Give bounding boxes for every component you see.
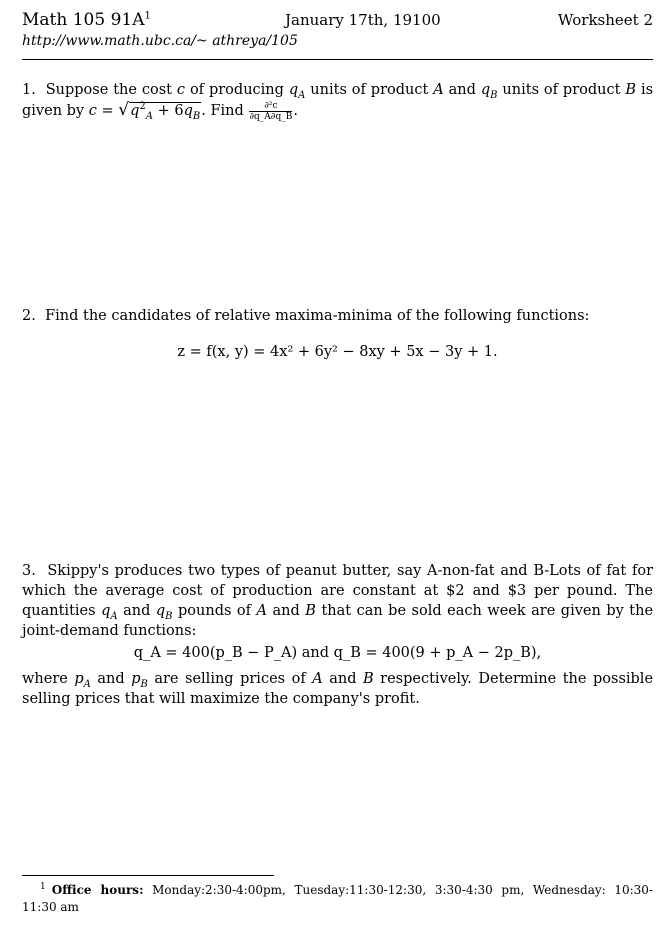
worksheet-number: Worksheet 2 [557,11,653,29]
worksheet-page [22,0,653,928]
header [22,10,653,32]
problem-3: 3. Skippy's produces two types of peanut butter, say A-non-fat and B-Lots of fat for which the average cost of production are constant at $2 and $3 per pound. The quantities $q_A$ and $q_B$ pounds of A and B that can be sold each week are given by the joint-demand functions: q_A = 400(p_B − P_A) and q_B = 400(9 + p_A − 2p_B), where $p_A$ and $p_B$ are selling prices of A and B respectively. Determine the possible selling prices that will maximize the company's profit. [22,563,654,707]
problem-2: 2. Find the candidates of relative maxima-minima of the following functions: z = f(x, y) = 4x² + 6y² − 8xy + 5x − 3y + 1. [22,306,653,378]
course-url: http://www.math.ubc.ca/~ athreya/105 [22,33,298,49]
cost-formula: $c = √q^2_A + 6q_B$ [88,100,201,122]
course-footnote-mark: 1 [144,10,151,22]
footnote [22,879,653,916]
footnote-label: Office hours: [51,883,144,897]
footnote-rule [22,875,274,876]
date: January 17th, 19100 [285,11,441,29]
problem-1: 1. Suppose the cost c of producing $q_A$ units of product A and $q_B$ units of product B is given by $c = √q^2_A + 6q_B$. Find $\frac{\text{∂²c}}{\partial q\_A\partial q\_B}$ . [22,82,654,122]
mixed-partial-fraction: $\frac{\text{∂²c}}{\partial q\_A\partial q\_B}$ [249,100,293,122]
header-rule [22,59,653,60]
office-hours: Monday:2:30-4:00pm, Tuesday:11:30-12:30, 3:30-4:30 pm, Wednesday: 10:30-11:30 am [22,883,653,914]
problem-number: 1. [22,82,36,98]
footnote-mark: 1 [40,882,46,892]
problem-number: 3. [22,563,36,579]
course-title: Math 105 $91A^1$ [22,10,151,30]
demand-functions: q_A = 400(p_B − P_A) and q_B = 400(9 + p_A − 2p_B), [133,645,542,661]
problem-number: 2. [22,308,36,324]
function-formula: z = f(x, y) = 4x² + 6y² − 8xy + 5x − 3y + 1. [177,344,498,360]
